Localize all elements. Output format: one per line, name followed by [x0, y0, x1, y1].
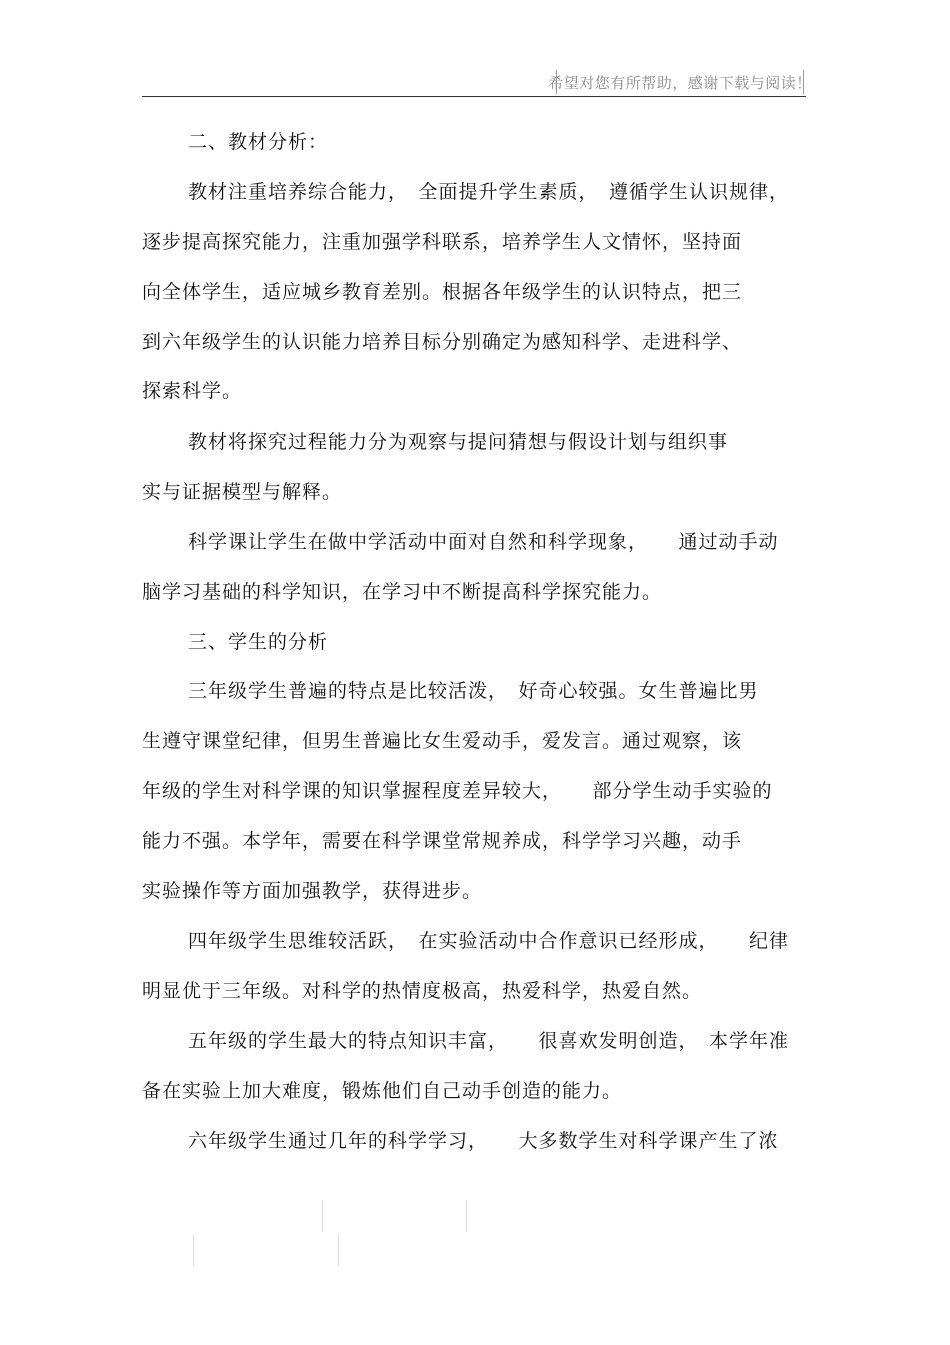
text-line: 能力不强。本学年，需要在科学课堂常规养成，科学学习兴趣，动手	[142, 830, 743, 852]
text-line: 六年级学生通过几年的科学学习， 大多数学生对科学课产生了浓	[188, 1130, 779, 1152]
section-heading: 三、学生的分析	[188, 631, 329, 653]
header-banner	[548, 70, 812, 94]
scan-artifact-line	[322, 1200, 323, 1232]
text-line: 明显优于三年级。对科学的热情度极高，热爱科学，热爱自然。	[142, 980, 703, 1002]
text-line: 实验操作等方面加强教学，获得进步。	[142, 880, 483, 902]
text-line: 向全体学生，适应城乡教育差别。根据各年级学生的认识特点，把三	[142, 281, 743, 303]
scan-artifact-line	[338, 1234, 339, 1266]
text-line: 实与证据模型与解释。	[142, 481, 343, 503]
text-line: 教材将探究过程能力分为观察与提问猜想与假设计划与组织事	[188, 431, 729, 453]
text-line: 年级的学生对科学课的知识掌握程度差异较大， 部分学生动手实验的	[142, 780, 773, 802]
text-line: 逐步提高探究能力，注重加强学科联系，培养学生人文情怀，坚持面	[142, 231, 743, 253]
scan-artifact-line	[193, 1234, 194, 1266]
section-heading: 二、教材分析：	[188, 131, 329, 153]
header-text: 希望对您有所帮助，感谢下载与阅读！	[548, 73, 812, 92]
text-line: 四年级学生思维较活跃， 在实验活动中合作意识已经形成， 纪律	[188, 930, 790, 952]
text-line: 科学课让学生在做中学活动中面对自然和科学现象， 通过动手动	[188, 531, 779, 553]
text-line: 到六年级学生的认识能力培养目标分别确定为感知科学、走进科学、	[142, 331, 743, 353]
scan-artifact-line	[466, 1200, 467, 1232]
text-line: 探索科学。	[142, 380, 243, 402]
text-line: 五年级的学生最大的特点知识丰富， 很喜欢发明创造， 本学年准	[188, 1030, 790, 1052]
text-line: 脑学习基础的科学知识，在学习中不断提高科学探究能力。	[142, 581, 663, 603]
text-line: 生遵守课堂纪律，但男生普遍比女生爱动手，爱发言。通过观察，该	[142, 730, 743, 752]
text-line: 三年级学生普遍的特点是比较活泼， 好奇心较强。女生普遍比男	[188, 680, 759, 702]
text-line: 教材注重培养综合能力， 全面提升学生素质， 遵循学生认识规律，	[188, 181, 790, 203]
header-rule	[142, 96, 806, 97]
text-line: 备在实验上加大难度，锻炼他们自己动手创造的能力。	[142, 1080, 623, 1102]
